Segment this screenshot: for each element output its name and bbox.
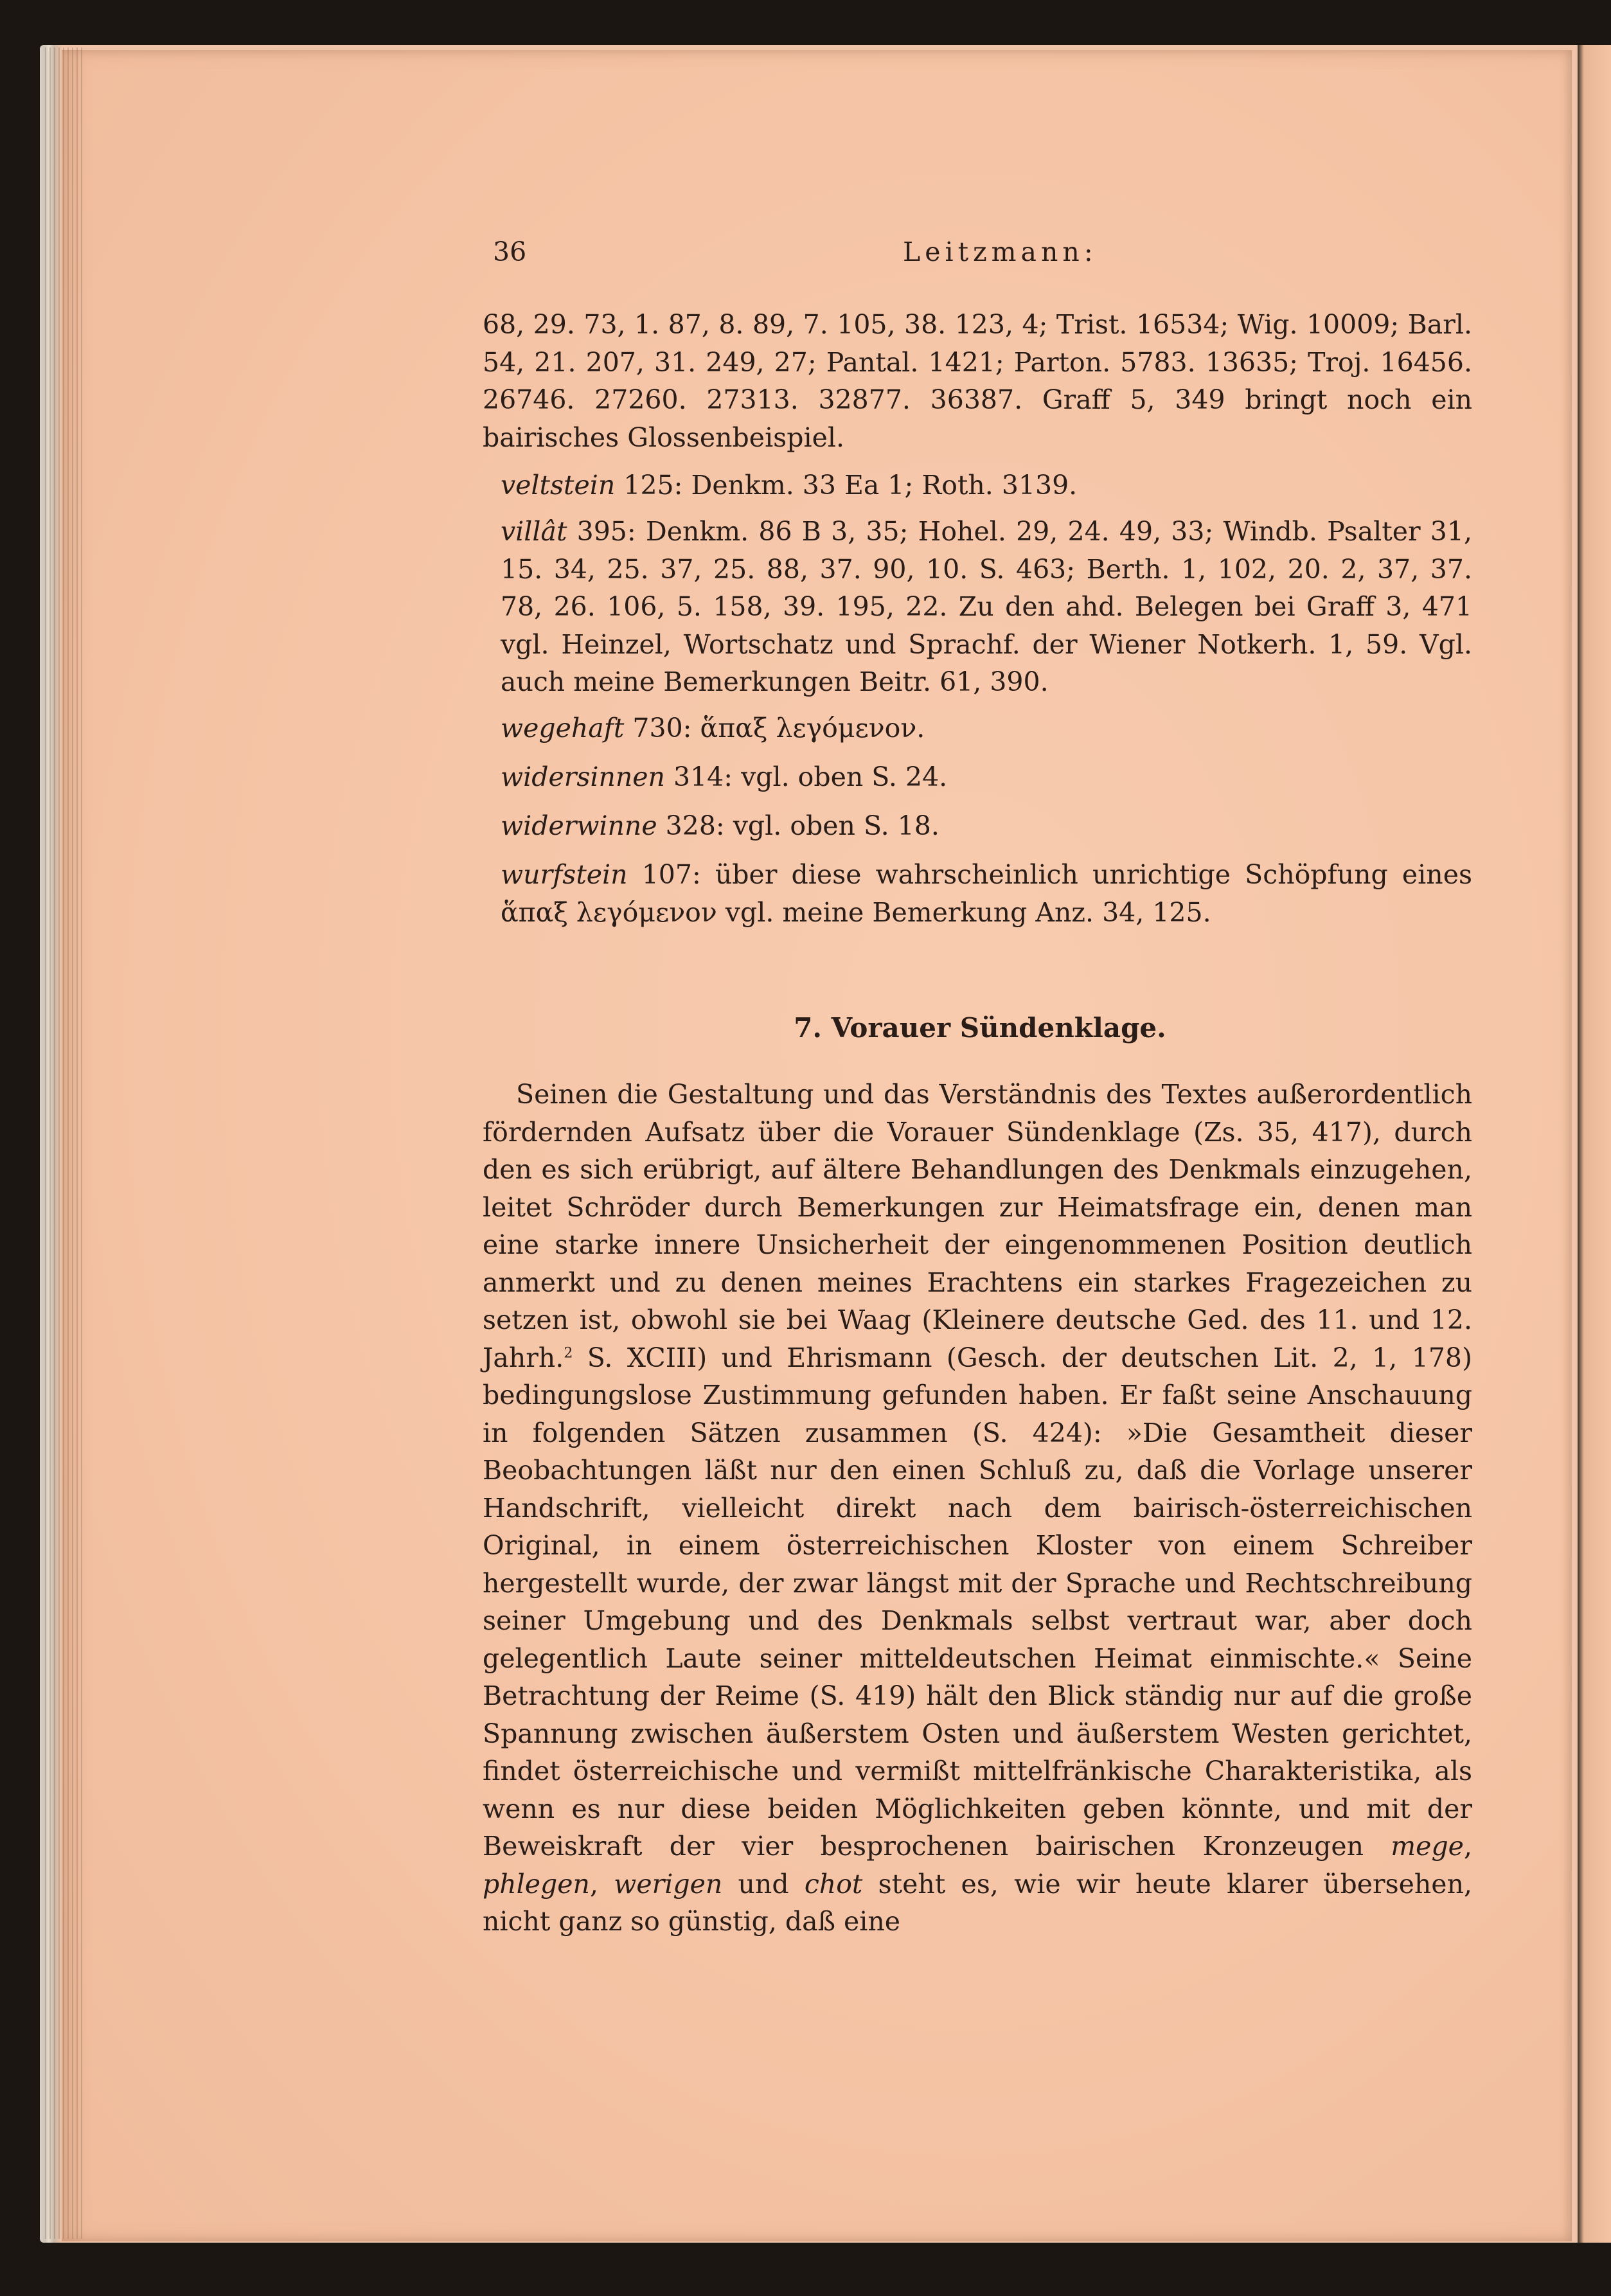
next-page-edge [1578, 45, 1611, 2243]
entry-keyword: veltstein [501, 470, 616, 501]
page-edges [45, 48, 84, 2239]
footnote-mark: 2 [564, 1344, 573, 1361]
entry-wurfstein [501, 856, 1472, 931]
paragraph-vorauer [483, 1076, 1472, 1941]
italic-word: mege [1391, 1831, 1464, 1862]
entry-text: 730: ἅπαξ λεγόμενον. [624, 713, 925, 743]
entry-text: 328: vgl. oben S. 18. [657, 810, 939, 841]
entry-text: 107: über diese wahrscheinlich unrichtige Schöpfung eines ἅπαξ λεγόμενον vgl. meine Bemerkung Anz. 34, 125. [501, 859, 1472, 928]
italic-word: chot [804, 1868, 863, 1900]
paragraph-citations: 68, 29. 73, 1. 87, 8. 89, 7. 105, 38. 123, 4; Trist. 16534; Wig. 10009; Barl. 54, 21. 207, 31. 249, 27; Pantal. 1421; Parton. 5783. 13635; Troj. 16456. 26746. 27260. 27313. 32877. 36387. Graff 5, 349 bringt noch ein bairisches Glossenbeispiel. [483, 309, 1472, 453]
running-head: Leitzmann: [903, 236, 1098, 267]
italic-word: werigen [614, 1868, 723, 1900]
entry-widersinnen [501, 758, 1472, 796]
entry-text: 395: Denkm. 86 B 3, 35; Hohel. 29, 24. 49, 33; Windb. Psalter 31, 15. 34, 25. 37, 25. 88, 37. 90, 10. S. 463; Berth. 1, 102, 20. 2, 37, 37. 78, 26. 106, 5. 158, 39. 195, 22. Zu den ahd. Belegen bei Graff 3, 471 vgl. Heinzel, Wortschatz und Sprachf. der Wiener Notkerh. 1, 59. Vgl. auch meine Bemerkungen Beitr. 61, 390. [501, 516, 1472, 697]
entry-veltstein [501, 467, 1472, 504]
punctuation: , [1463, 1831, 1472, 1862]
entry-villat [501, 513, 1472, 701]
entry-keyword: widersinnen [501, 761, 665, 792]
entry-widerwinne [501, 807, 1472, 845]
conjunction: und [722, 1868, 805, 1900]
punctuation: , [589, 1868, 614, 1900]
page-header [479, 236, 1481, 269]
entry-keyword: wegehaft [501, 713, 625, 743]
italic-word: phlegen [483, 1868, 590, 1900]
entry-text: 125: Denkm. 33 Ea 1; Roth. 3139. [615, 470, 1078, 501]
entry-text: 314: vgl. oben S. 24. [664, 761, 948, 792]
entry-wegehaft [501, 709, 1472, 747]
entry-keyword: widerwinne [501, 810, 657, 841]
paragraph-text: Seinen die Gestaltung und das Verständnis des Textes außerordentlich fördernden Aufsatz über die Vorauer Sündenklage (Zs. 35, 417), durch den es sich erübrigt, auf ältere Behandlungen des Denkmals einzugehen, leitet Schröder durch Bemerkungen zur Heimatsfrage ein, denen man eine starke innere Unsicherheit der eingenommenen Position deutlich anmerkt und zu denen meines Erachtens ein starkes Fragezeichen zu setzen ist, obwohl sie bei Waag (Kleinere deutsche Ged. des 11. und 12. Jahrh. [483, 1079, 1472, 1373]
section-heading: 7. Vorauer Sündenklage. [794, 1012, 1166, 1044]
page-number: 36 [493, 236, 527, 267]
entry-keyword: villât [501, 516, 567, 547]
paragraph-text: S. XCIII) und Ehrismann (Gesch. der deutschen Lit. 2, 1, 178) bedingungslose Zustimmung gefunden haben. Er faßt seine Anschauung in folgenden Sätzen zusammen (S. 424): »Die Gesamtheit dieser Beobachtungen läßt nur den einen Schluß zu, daß die Vorlage unserer Handschrift, vielleicht direkt nach dem bairisch-österreichischen Original, in einem österreichischen Kloster von einem Schreiber hergestellt wurde, der zwar längst mit der Sprache und Rechtschreibung seiner Umgebung und des Denkmals selbst vertraut war, aber doch gelegentlich Laute seiner mitteldeutschen Heimat einmischte.« Seine Betrachtung der Reime (S. 419) hält den Blick ständig nur auf die große Spannung zwischen äußerstem Osten und äußerstem Westen gerichtet, findet österreichische und vermißt mittelfränkische Charakteristika, als wenn es nur diese beiden Möglichkeiten geben könnte, und mit der Beweiskraft der vier besprochenen bairischen Kronzeugen [483, 1342, 1472, 1862]
entry-keyword: wurfstein [501, 859, 628, 890]
paragraph-text: steht es, wie wir heute klarer übersehen, nicht ganz so günstig, daß eine [483, 1868, 1473, 1937]
